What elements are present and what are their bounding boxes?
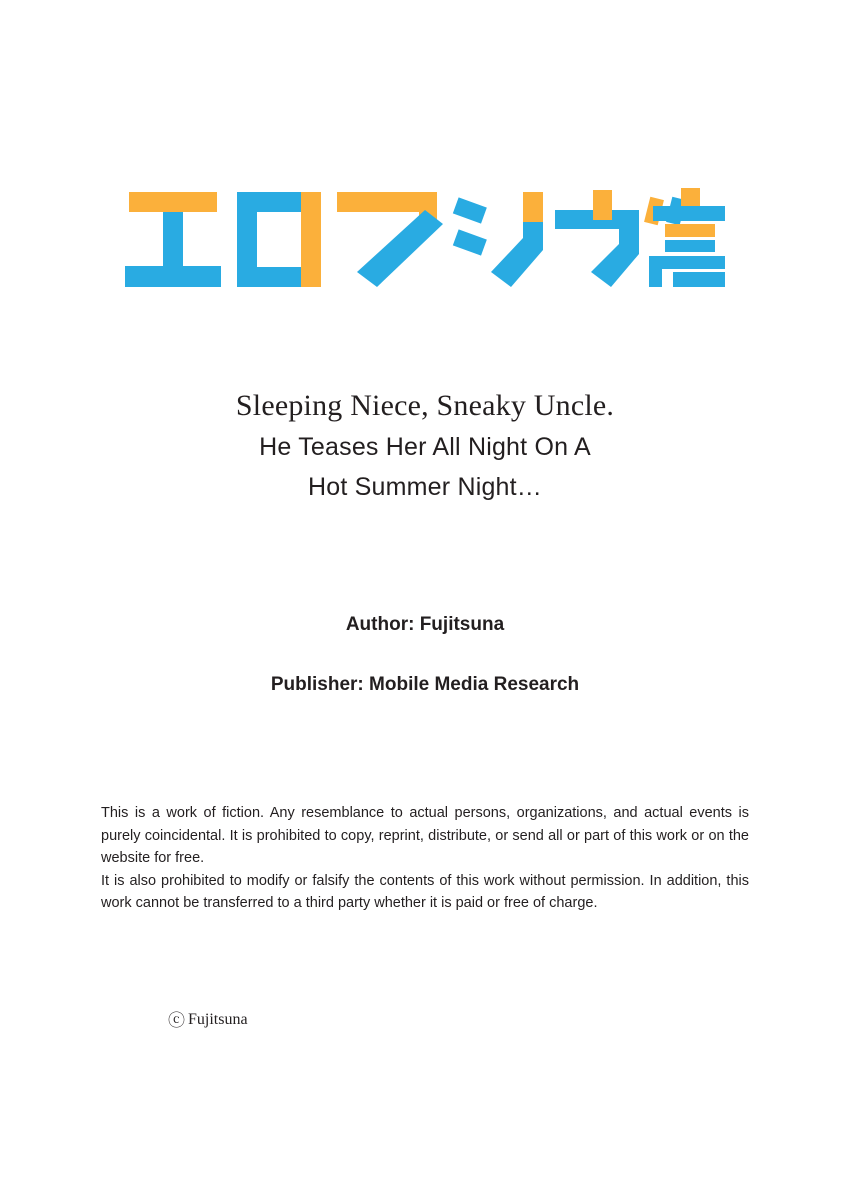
disclaimer-paragraph-1: This is a work of fiction. Any resemblance to actual persons, organizations, and actual events is purely coincidental. It is prohibited to copy, reprint, distribute, or send all or part of this work or on the website for free.: [101, 805, 749, 866]
eromangatou-logo-icon: [125, 188, 725, 300]
publisher-value: Mobile Media Research: [369, 674, 580, 695]
author-line: [0, 608, 850, 642]
title-line-2: He Teases Her All Night On A: [259, 433, 591, 461]
publisher-logo: [0, 188, 850, 300]
author-label: Author:: [345, 614, 415, 635]
legal-disclaimer: [101, 802, 749, 915]
copyright-icon: ⓒ: [168, 1010, 185, 1030]
work-title: [0, 385, 850, 507]
publisher-line: [0, 668, 850, 702]
copyright-notice: [168, 1010, 248, 1030]
credits-block: [0, 608, 850, 702]
copyright-holder: Fujitsuna: [188, 1011, 248, 1028]
title-line-1: Sleeping Niece, Sneaky Uncle.: [235, 389, 615, 422]
author-value: Fujitsuna: [419, 614, 505, 635]
publisher-label: Publisher:: [270, 674, 364, 695]
disclaimer-paragraph-2: It is also prohibited to modify or falsify the contents of this work without permission. In addition, this work cannot be transferred to a third party whether it is paid or free of charge.: [101, 872, 749, 911]
title-line-3: Hot Summer Night…: [307, 473, 542, 501]
